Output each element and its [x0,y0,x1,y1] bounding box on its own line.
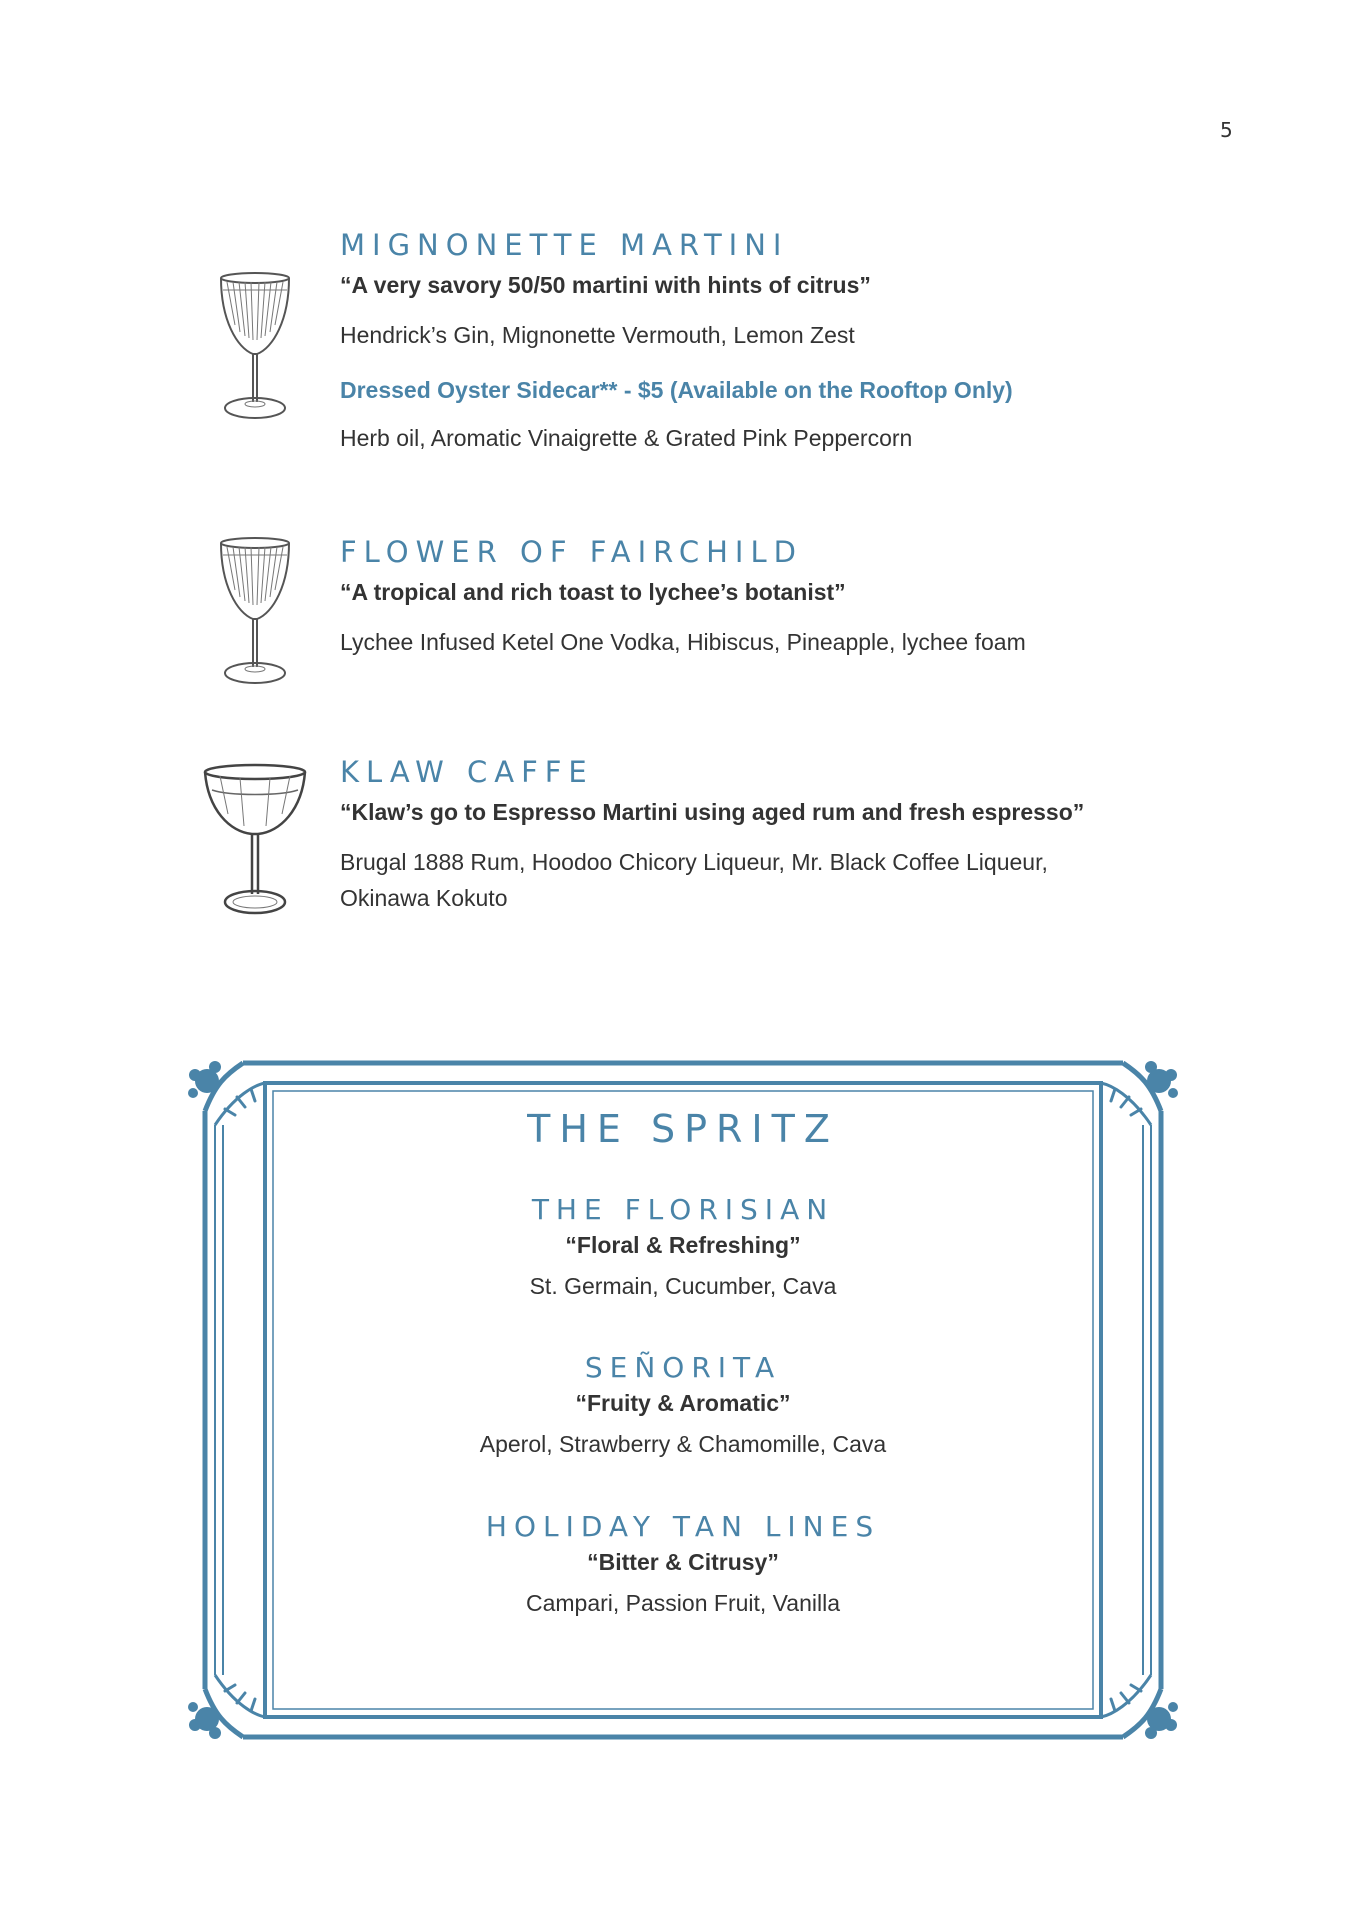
spritz-item-title: THE FLORISIAN [531,1193,835,1226]
sidecar-title: Dressed Oyster Sidecar** - $5 (Available on the Rooftop Only) [340,377,1013,403]
cocktail-flower-of-fairchild [340,535,1220,660]
cocktail-title: MIGNONETTE MARTINI [340,228,789,262]
cocktail-title: FLOWER OF FAIRCHILD [340,535,803,569]
cocktail-ingredients: Lychee Infused Ketel One Vodka, Hibiscus, Pineapple, lychee foam [340,629,1026,655]
cocktail-mignonette-martini [340,228,1220,456]
spritz-item-title: HOLIDAY TAN LINES [485,1510,881,1543]
cocktail-quote: “A tropical and rich toast to lychee’s botanist” [340,579,846,605]
cocktail-quote: “A very savory 50/50 martini with hints of citrus” [340,272,871,298]
spritz-heading: THE SPRITZ [527,1107,839,1151]
spritz-item [185,1351,1181,1458]
cocktail-ingredients: Hendrick’s Gin, Mignonette Vermouth, Lemon Zest [340,322,855,348]
cocktail-ingredients-cont: Okinawa Kokuto [340,885,508,911]
cocktail-ingredients: Brugal 1888 Rum, Hoodoo Chicory Liqueur, Mr. Black Coffee Liqueur, [340,849,1048,875]
spritz-item [185,1510,1181,1617]
coupe-glass-icon [200,762,310,920]
page-number: 5 [1220,118,1234,142]
wine-glass-icon [215,535,295,690]
spritz-item-quote: “Bitter & Citrusy” [587,1549,779,1575]
spritz-item-ingredients: Aperol, Strawberry & Chamomille, Cava [479,1431,887,1457]
wine-glass-icon [215,270,295,425]
spritz-item [185,1193,1181,1300]
spritz-item-title: SEÑORITA [584,1351,782,1384]
cocktail-klaw-caffe [340,755,1220,916]
sidecar-ingredients: Herb oil, Aromatic Vinaigrette & Grated Pink Peppercorn [340,425,913,451]
spritz-item-quote: “Fruity & Aromatic” [575,1390,791,1416]
spritz-item-quote: “Floral & Refreshing” [565,1232,801,1258]
cocktail-title: KLAW CAFFE [340,755,594,789]
spritz-item-ingredients: Campari, Passion Fruit, Vanilla [525,1590,841,1616]
cocktail-quote: “Klaw’s go to Espresso Martini using aged rum and fresh espresso” [340,799,1085,825]
spritz-item-ingredients: St. Germain, Cucumber, Cava [529,1273,837,1299]
